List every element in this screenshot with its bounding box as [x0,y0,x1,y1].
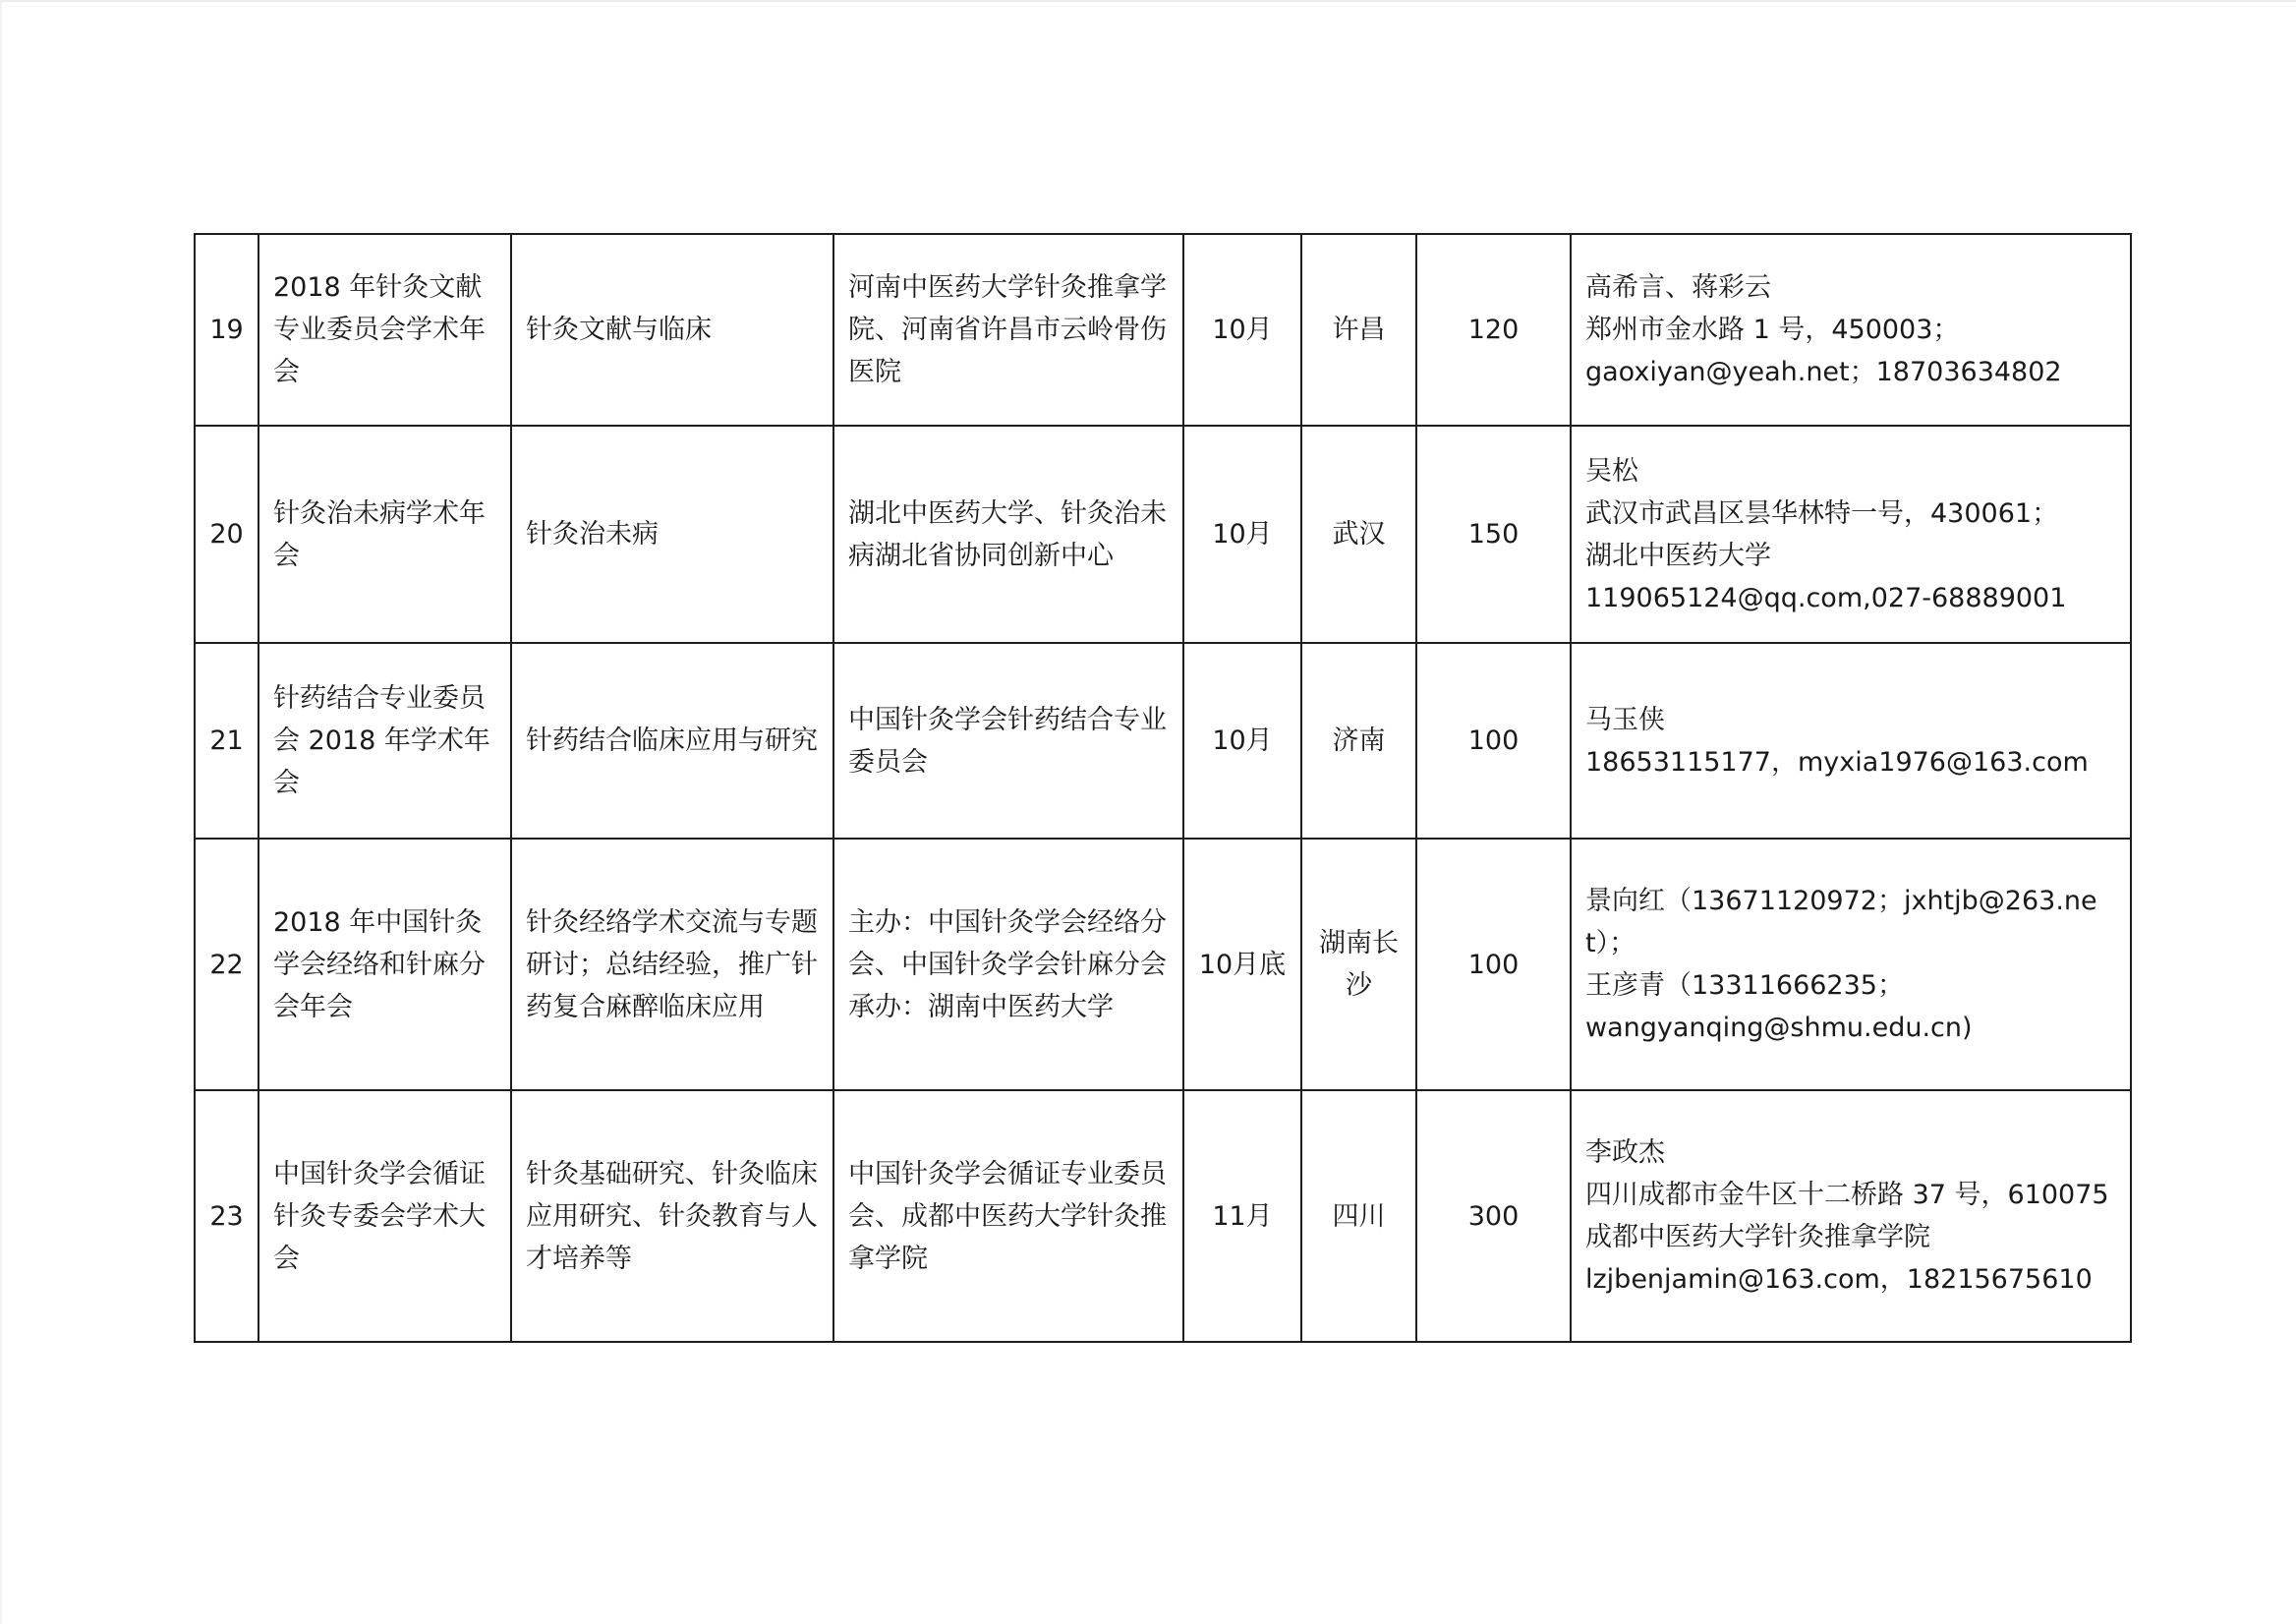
row-number: 20 [195,426,258,643]
attendee-count: 150 [1416,426,1571,643]
event-organizer: 湖北中医药大学、针灸治未病湖北省协同创新中心 [833,426,1183,643]
event-month: 10月 [1183,426,1301,643]
contact-line: gaoxiyan@yeah.net；18703634802 [1585,357,2062,387]
contact-line: 高希言、蒋彩云 [1585,272,1771,303]
attendee-count: 120 [1416,234,1571,426]
row-number: 21 [195,643,258,839]
contact-line: 郑州市金水路 1 号，450003； [1585,315,1960,345]
event-city: 四川 [1301,1090,1416,1342]
event-month: 11月 [1183,1090,1301,1342]
contact-line: 吴松 [1585,455,1638,487]
academic-events-table [194,233,2132,1343]
event-topic: 针灸基础研究、针灸临床应用研究、针灸教育与人才培养等 [511,1090,833,1342]
document-page [194,233,2130,1343]
event-month: 10月底 [1183,839,1301,1090]
event-name: 2018 年针灸文献专业委员会学术年会 [258,234,511,426]
event-organizer [833,839,1183,1090]
contact-info [1571,234,2131,426]
event-topic: 针灸经络学术交流与专题研讨；总结经验，推广针药复合麻醉临床应用 [511,839,833,1090]
event-name: 中国针灸学会循证针灸专委会学术大会 [258,1090,511,1342]
event-city: 武汉 [1301,426,1416,643]
contact-info [1571,643,2131,839]
contact-line: 武汉市武昌区昙华林特一号，430061； [1585,497,2059,529]
attendee-count: 100 [1416,839,1571,1090]
event-organizer: 河南中医药大学针灸推拿学院、河南省许昌市云岭骨伤医院 [833,234,1183,426]
event-topic: 针灸文献与临床 [511,234,833,426]
table-row [195,426,2131,643]
contact-line: 成都中医药大学针灸推拿学院 [1585,1222,1930,1252]
contact-line: 湖北中医药大学 [1585,540,1771,571]
event-organizer: 中国针灸学会针药结合专业委员会 [833,643,1183,839]
row-number: 23 [195,1090,258,1342]
contact-line: lzjbenjamin@163.com，18215675610 [1585,1264,2093,1295]
event-month: 10月 [1183,643,1301,839]
attendee-count: 100 [1416,643,1571,839]
table-row [195,839,2131,1090]
contact-line: 李政杰 [1585,1137,1665,1168]
event-topic: 针药结合临床应用与研究 [511,643,833,839]
contact-line: wangyanqing@shmu.edu.cn) [1585,1013,1973,1043]
event-organizer: 中国针灸学会循证专业委员会、成都中医药大学针灸推拿学院 [833,1090,1183,1342]
contact-line: 马玉侠 [1585,704,1665,735]
organizer-line: 主办：中国针灸学会经络分会、中国针灸学会针麻分会 [848,906,1167,980]
row-number: 19 [195,234,258,426]
contact-line: 18653115177，myxia1976@163.com [1585,746,2089,778]
attendee-count: 300 [1416,1090,1571,1342]
event-name: 针灸治未病学术年会 [258,426,511,643]
event-month: 10月 [1183,234,1301,426]
event-name: 针药结合专业委员会 2018 年学术年会 [258,643,511,839]
event-topic: 针灸治未病 [511,426,833,643]
contact-line: 王彦青（13311666235； [1585,970,1904,1001]
event-city: 许昌 [1301,234,1416,426]
contact-line: 119065124@qq.com,027-68889001 [1585,582,2067,613]
table-row [195,643,2131,839]
row-number: 22 [195,839,258,1090]
contact-line: 四川成都市金牛区十二桥路 37 号，610075 [1585,1180,2109,1210]
contact-line: 景向红（13671120972；jxhtjb@263.net）； [1585,886,2097,958]
event-city: 湖南长沙 [1301,839,1416,1090]
event-name: 2018 年中国针灸学会经络和针麻分会年会 [258,839,511,1090]
table-row [195,234,2131,426]
contact-info [1571,426,2131,643]
event-city: 济南 [1301,643,1416,839]
contact-info [1571,839,2131,1090]
contact-info [1571,1090,2131,1342]
table-row [195,1090,2131,1342]
organizer-line: 承办：湖南中医药大学 [848,991,1114,1022]
